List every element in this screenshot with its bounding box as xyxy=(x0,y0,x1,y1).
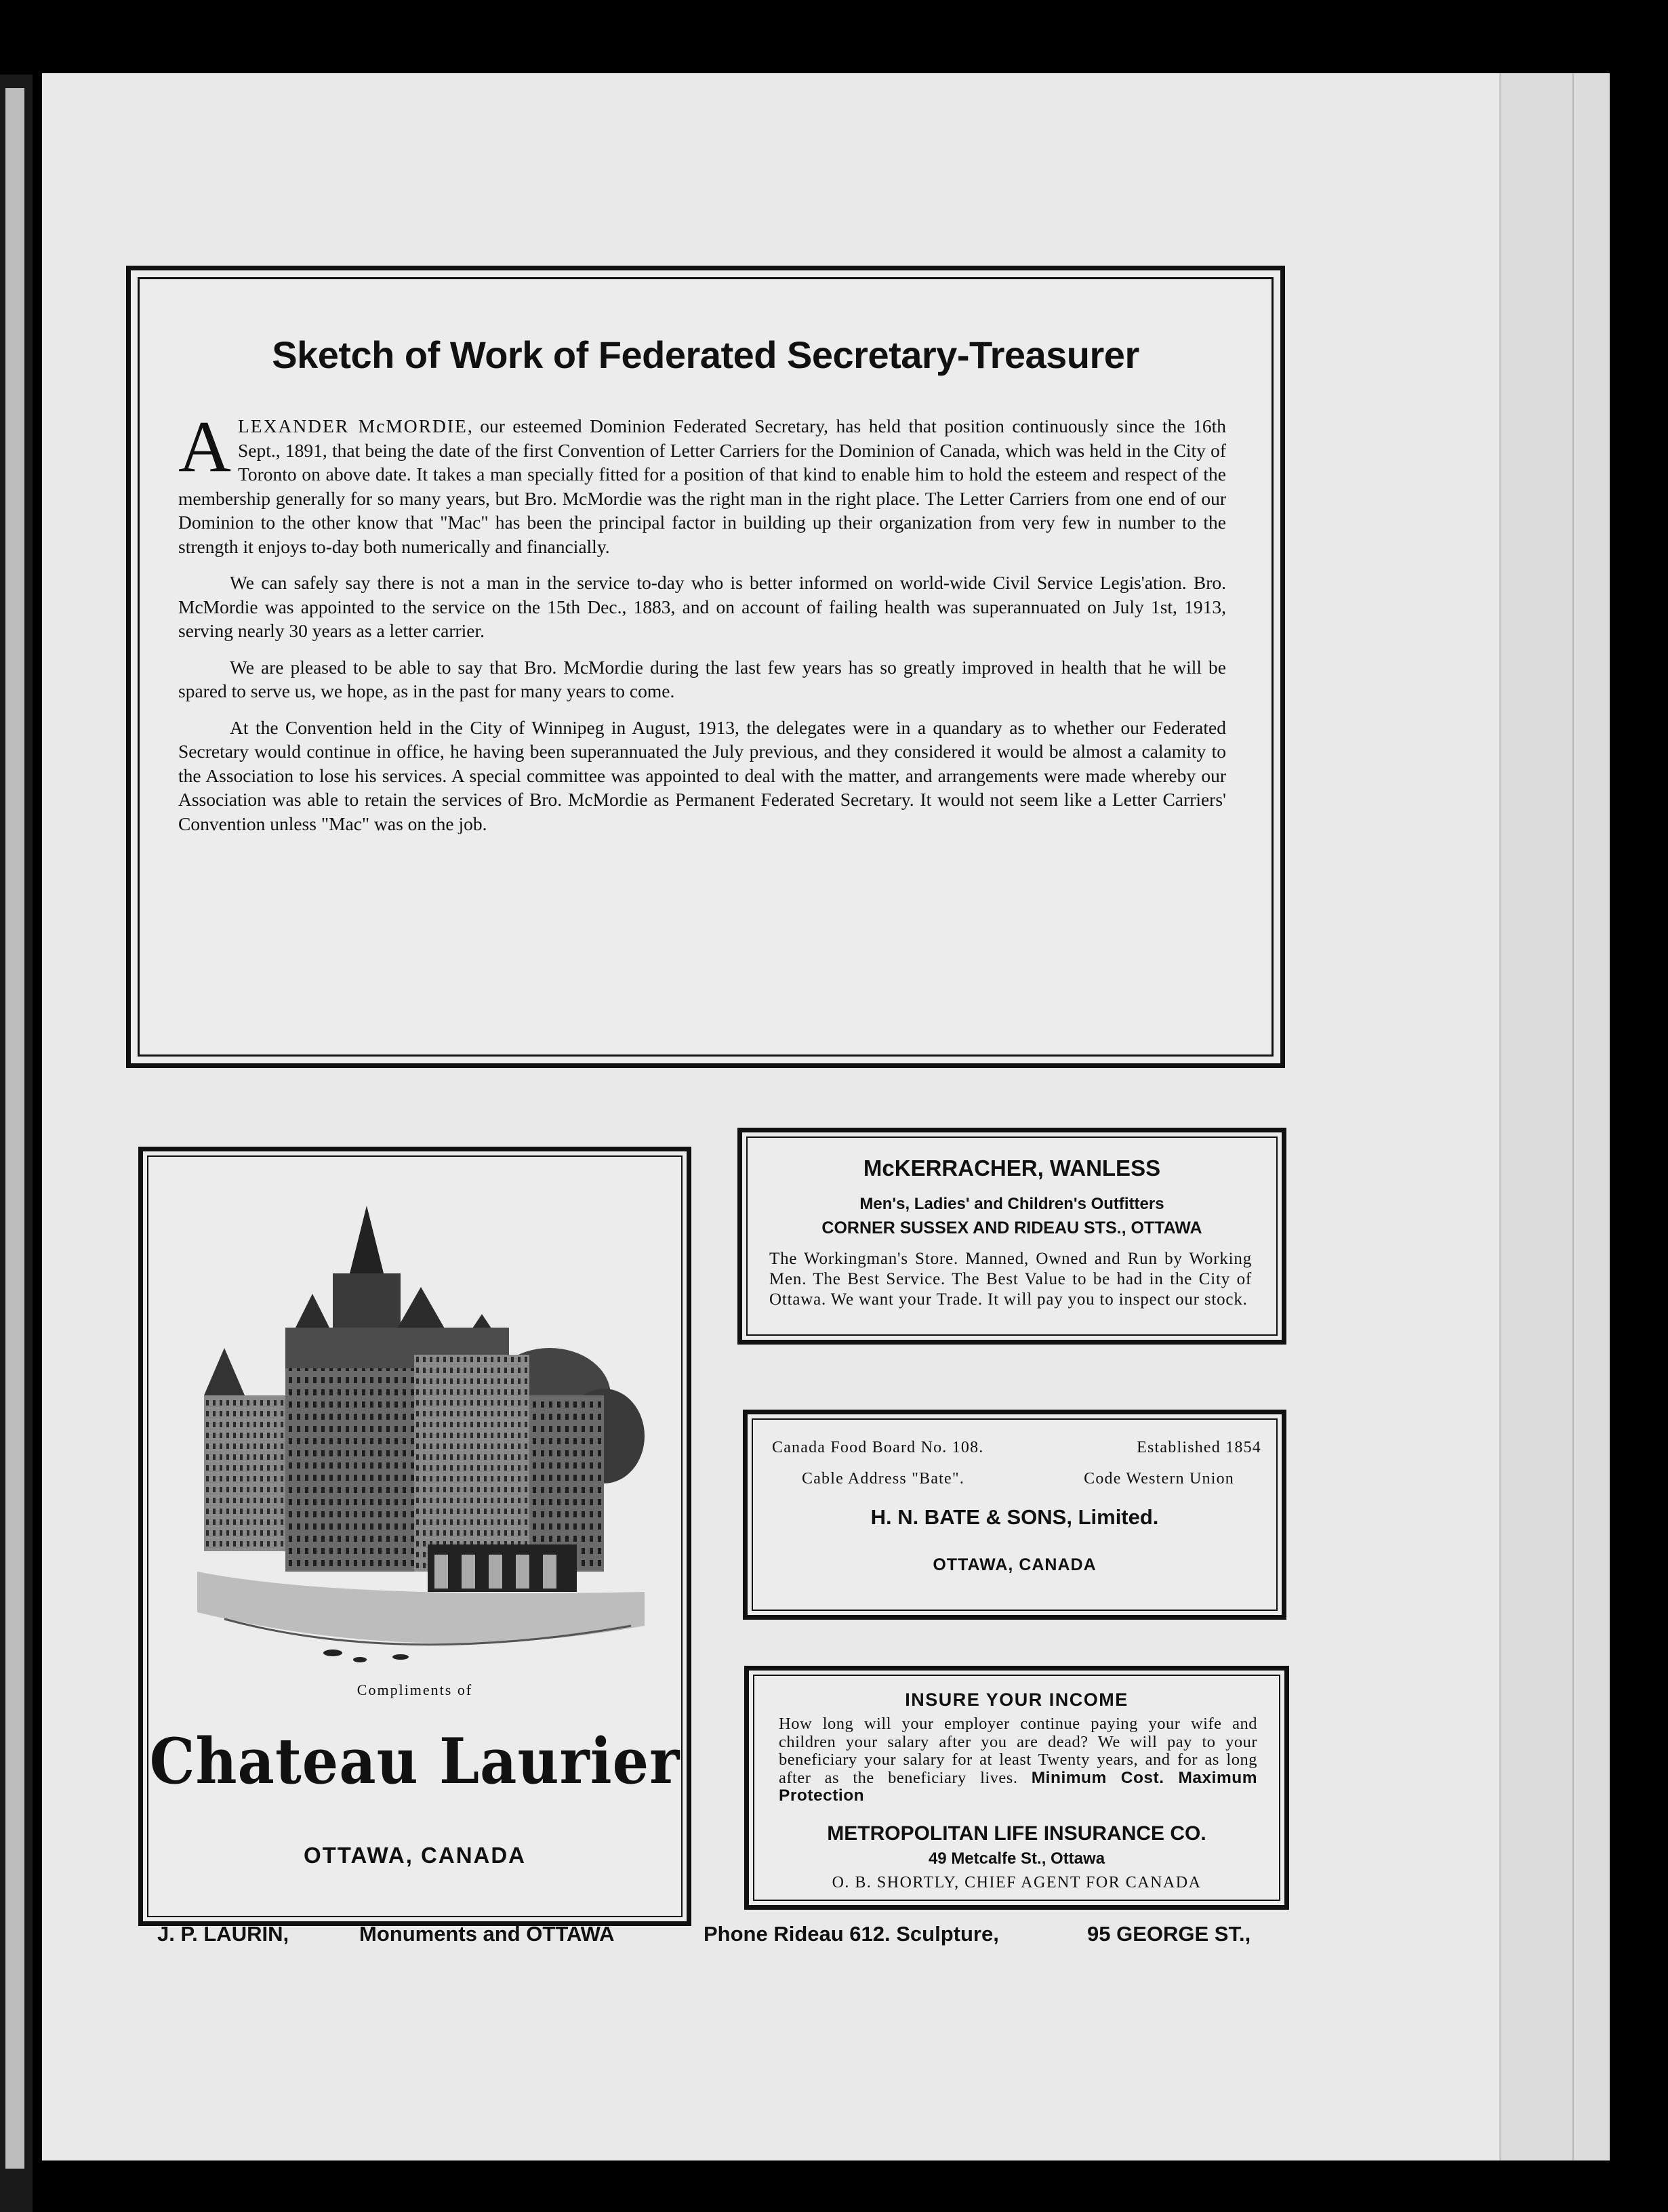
metropolitan-tagline: Minimum Cost. Maximum Protection xyxy=(779,1768,1257,1805)
article-title: Sketch of Work of Federated Secretary-Treasurer xyxy=(272,333,1139,376)
page-edge-line xyxy=(1572,73,1574,2160)
article-paragraph-3: We are pleased to be able to say that Bro. McMordie during the last few years has so greatly improved in health that he will be spared to serve us, we hope, as in the past for many years to come. xyxy=(178,656,1226,701)
footer-address: 95 GEORGE ST., xyxy=(1087,1922,1251,1946)
footer-phone: Phone Rideau 612. Sculpture, xyxy=(704,1922,999,1946)
metropolitan-agent: O. B. SHORTLY, CHIEF AGENT FOR CANADA xyxy=(832,1874,1202,1891)
mckerracher-address: CORNER SUSSEX AND RIDEAU STS., OTTAWA xyxy=(821,1218,1202,1237)
metropolitan-body-text: How long will your employer continue paying your wife and children your salary after you are dead? We will pay to your beneficiary your salary for at least Twenty years, and for as long after as the beneficiary lives. xyxy=(779,1715,1257,1787)
established-year: Established 1854 xyxy=(1137,1439,1261,1456)
footer-laurin: J. P. LAURIN, xyxy=(157,1922,289,1946)
bate-ad xyxy=(743,1410,1286,1620)
bate-row-2 xyxy=(802,1470,1234,1488)
article-body xyxy=(178,407,1226,848)
bate-company-name: H. N. BATE & SONS, Limited. xyxy=(870,1505,1159,1529)
name-smallcaps: LEXANDER McMORDIE xyxy=(238,415,468,436)
facing-page-edge xyxy=(5,88,24,2169)
mckerracher-subtitle: Men's, Ladies' and Children's Outfitters xyxy=(859,1195,1164,1213)
paragraph-1-text: , our esteemed Dominion Federated Secretary, has held that position continuously since the 16th Sept., 1891, that being the date of the first Convention of Letter Carriers for the Dominion of Canada, which was held in the City of Toronto on above date. It takes a man specially fitted for a position of that kind to enable him to hold the esteem and respect of the membership generally for so many years, but Bro. McMordie was the right man in the right place. The Letter Carriers from one end of our Dominion to the other know that "Mac" has been the principal factor in building up their organization from very few in number to the strength it enjoys to-day both numerically and financially. xyxy=(178,415,1226,557)
metropolitan-life-ad xyxy=(744,1666,1289,1910)
article-paragraph-4: At the Convention held in the City of Winnipeg in August, 1913, the delegates were in a quandary as to whether our Federated Secretary would continue in office, he having been superannuated the July previous, and they considered it would be almost a calamity to the Association to lose his services. A special committee was appointed to deal with the matter, and arrangements were made whereby our Association was able to retain the services of Bro. McMordie as Permanent Federated Secretary. It would not seem like a Letter Carriers' Convention unless "Mac" was on the job. xyxy=(178,716,1226,834)
metropolitan-address: 49 Metcalfe St., Ottawa xyxy=(928,1849,1105,1868)
page-edge xyxy=(1499,73,1610,2160)
cable-address: Cable Address "Bate". xyxy=(802,1470,965,1488)
article-paragraph-2: We can safely say there is not a man in the service to-day who is better informed on world-wide Civil Service Legis'ation. Bro. McMordie was appointed to the service on the 15th Dec., 1883, and on account of failing health was superannuated on July 1st, 1913, serving nearly 30 years as a letter carrier. xyxy=(178,572,1226,641)
food-board-number: Canada Food Board No. 108. xyxy=(772,1439,984,1456)
metropolitan-company: METROPOLITAN LIFE INSURANCE CO. xyxy=(827,1822,1206,1845)
telegraph-code: Code Western Union xyxy=(1084,1470,1234,1488)
drop-cap: A xyxy=(178,407,231,487)
mckerracher-body: The Workingman's Store. Manned, Owned and Run by Working Men. The Best Service. The Best Value to be had in the City of Ottawa. We want your Trade. It will pay you to inspect our stock. xyxy=(769,1250,1252,1309)
article-paragraph-1 xyxy=(178,407,1226,558)
mckerracher-ad xyxy=(737,1128,1286,1345)
bate-row-1 xyxy=(772,1439,1261,1457)
compliments-text: Compliments of xyxy=(357,1681,473,1698)
metropolitan-body xyxy=(779,1715,1257,1805)
footer-monuments: Monuments and OTTAWA xyxy=(359,1922,615,1946)
chateau-laurier-illustration xyxy=(197,1192,645,1680)
chateau-name: Chateau Laurier xyxy=(149,1724,680,1798)
chateau-laurier-ad xyxy=(138,1147,691,1926)
chateau-city: OTTAWA, CANADA xyxy=(303,1843,527,1868)
insure-heading: INSURE YOUR INCOME xyxy=(905,1689,1128,1710)
mckerracher-title: McKERRACHER, WANLESS xyxy=(863,1155,1161,1181)
bate-city: OTTAWA, CANADA xyxy=(933,1555,1097,1574)
sketch-article-box xyxy=(126,266,1285,1068)
